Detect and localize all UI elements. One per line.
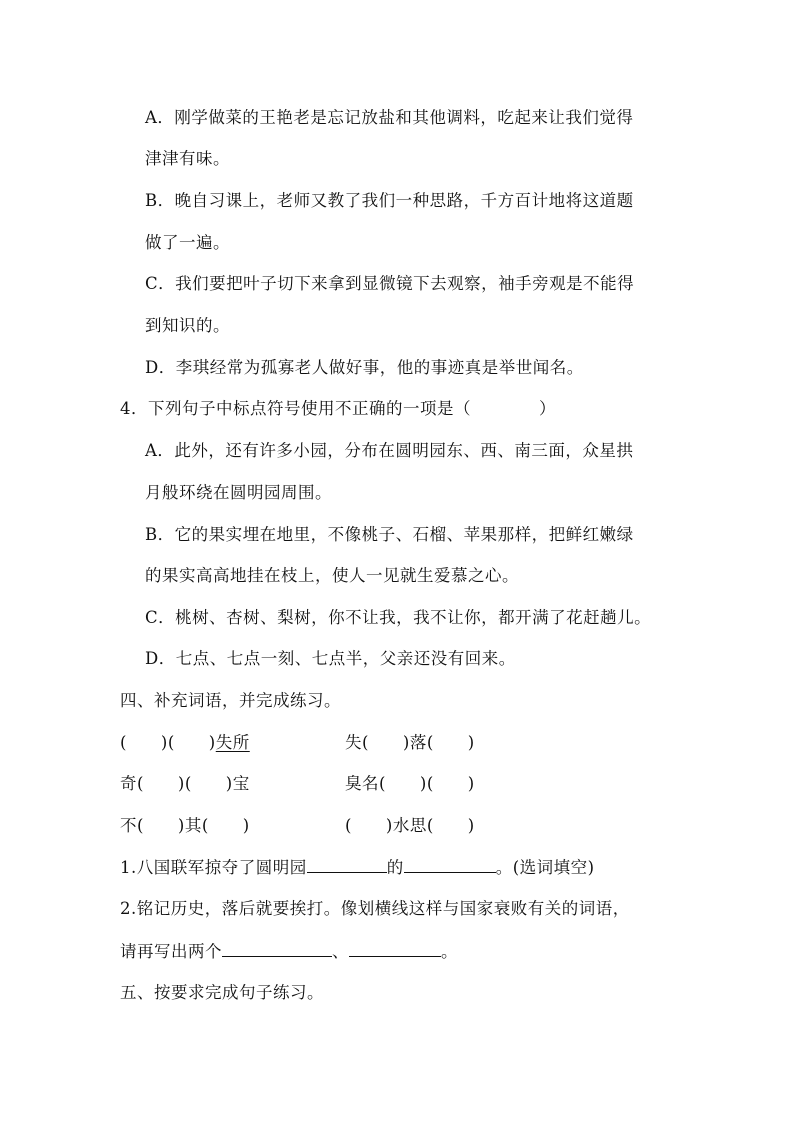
exercise-1-hint: 。(选词填空)	[495, 858, 595, 877]
exercise-1	[120, 856, 595, 879]
idiom-row2-col2: 臭名( )( )	[345, 774, 475, 793]
q3-option-b-line2: 做了一遍。	[145, 233, 230, 252]
q3-option-c-line1: C．我们要把叶子切下来拿到显微镜下去观察，袖手旁观是不能得	[145, 274, 635, 293]
exercise-2-text: 请再写出两个	[120, 942, 222, 961]
exercise-1-text: 1.八国联军掠夺了圆明园	[120, 858, 307, 877]
idiom-row3-col1: 不( )其( )	[120, 816, 250, 835]
exercise-2-end: 。	[441, 942, 458, 961]
exercise-1-text-de: 的	[386, 858, 404, 877]
idiom-row2-col1: 奇( )( )宝	[120, 774, 250, 793]
q3-option-b-line1: B．晚自习课上，老师又教了我们一种思路，千方百计地将这道题	[145, 191, 634, 210]
section4-heading: 四、补充词语，并完成练习。	[120, 691, 341, 710]
q4-option-c-line1: C．桃树、杏树、梨树，你不让我，我不让你，都开满了花赶趟儿。	[145, 608, 652, 627]
q4-option-a-line2: 月般环绕在圆明园周围。	[145, 483, 332, 502]
q4-option-d-line1: D．七点、七点一刻、七点半，父亲还没有回来。	[145, 649, 516, 668]
idiom-row3-col2: ( )水思( )	[345, 816, 475, 835]
idiom-row1-col1-underlined: 失所	[215, 733, 250, 752]
q4-stem: 4．下列句子中标点符号使用不正确的一项是（ ）	[120, 399, 556, 418]
q3-option-c-line2: 到知识的。	[145, 316, 230, 335]
q3-option-d-line1: D．李琪经常为孤寡老人做好事，他的事迹真是举世闻名。	[145, 358, 584, 377]
idiom-row1-col1-blanks: ( )( )	[120, 733, 216, 752]
exercise-2-line2	[120, 940, 458, 963]
q4-option-b-line2: 的果实高高地挂在枝上，使人一见就生爱慕之心。	[145, 566, 519, 585]
q3-option-a-line1: A．刚学做菜的王艳老是忘记放盐和其他调料，吃起来让我们觉得	[145, 108, 634, 127]
exercise-1-blank-1[interactable]	[307, 856, 387, 873]
exercise-2-blank-1[interactable]	[222, 940, 332, 957]
exercise-2-blank-2[interactable]	[349, 940, 441, 957]
section5-heading: 五、按要求完成句子练习。	[120, 983, 324, 1002]
exercise-2-separator: 、	[332, 942, 349, 961]
idiom-row1-col2: 失( )落( )	[345, 733, 475, 752]
exercise-2-line1: 2.铭记历史，落后就要挨打。像划横线这样与国家衰败有关的词语，	[120, 899, 630, 918]
exercise-1-blank-2[interactable]	[404, 856, 496, 873]
q4-option-a-line1: A．此外，还有许多小园，分布在圆明园东、西、南三面，众星拱	[145, 441, 634, 460]
idiom-row1-col1	[120, 732, 250, 754]
q4-option-b-line1: B．它的果实埋在地里，不像桃子、石榴、苹果那样，把鲜红嫩绿	[145, 525, 634, 544]
q3-option-a-line2: 津津有味。	[145, 149, 230, 168]
